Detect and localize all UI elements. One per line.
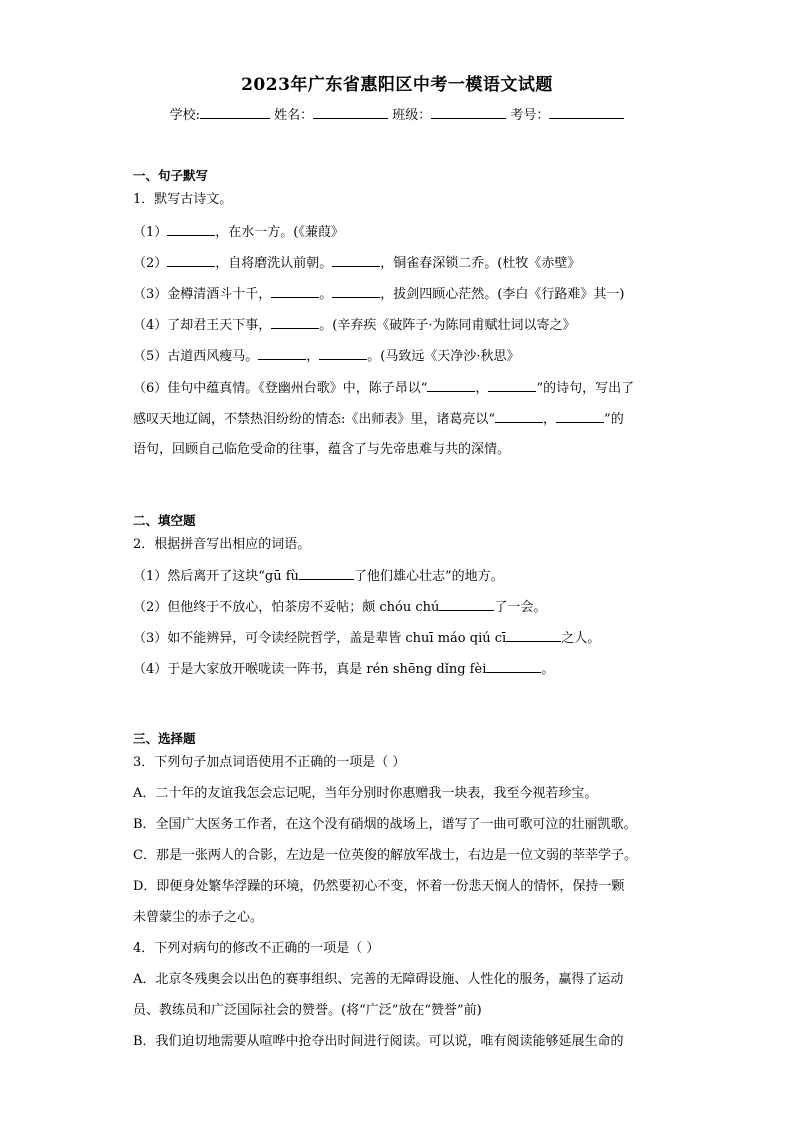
answer-blank[interactable] [332,285,380,298]
item-text: 了他们雄心壮志”的地方。 [353,569,504,584]
question-stem: 1．默写古诗文。 [133,192,233,207]
item-text: （2）但他终于不放心，怕茶房不妥帖；颇 chóu chú [133,600,440,615]
item-text: 之人。 [561,631,601,646]
section-heading: 二、填空题 [133,513,196,528]
item-text: （3）金樽清酒斗十千， [133,287,272,302]
class-label: 班级： [392,108,432,123]
question-item [133,254,580,273]
question-item [133,629,600,648]
item-text: 。(辛弃疾《破阵子·为陈同甫赋壮词以寄之》 [319,318,576,333]
answer-blank[interactable] [332,254,380,267]
question-item [133,598,546,617]
answer-blank[interactable] [271,316,319,329]
item-text: （1）然后离开了这块“gū fù [133,569,299,584]
item-text: ，拔剑四顾心茫然。(李白《行路难》其一) [380,287,625,302]
question-item [133,347,520,366]
item-text: ， [475,381,489,396]
answer-blank[interactable] [556,410,604,423]
answer-blank[interactable] [319,347,367,360]
item-text: 。 [541,662,555,677]
question-item [133,660,554,679]
item-text: ”的 [604,412,624,427]
item-text: 了一会。 [494,600,547,615]
item-text: ，铜雀春深锁二乔。(杜牧《赤壁》 [380,256,581,271]
item-text: （4）了却君王天下事， [133,318,272,333]
exam-no-blank[interactable] [549,105,624,119]
answer-blank[interactable] [167,223,215,236]
answer-blank[interactable] [486,660,541,673]
item-text: ，在水一方。(《蒹葭》 [215,225,344,240]
item-text: ，自将磨洗认前朝。 [215,256,333,271]
school-blank[interactable] [200,105,270,119]
item-text: （3）如不能辨异，可令读经院哲学，盖是辈皆 chuī máo qiú cī [133,631,507,646]
answer-blank[interactable] [495,410,543,423]
page-title: 2023年广东省惠阳区中考一模语文试题 [241,75,553,95]
answer-blank[interactable] [439,598,494,611]
answer-blank[interactable] [167,254,215,267]
school-label: 学校: [169,108,200,123]
option-b[interactable]: B．我们迫切地需要从喧哗中抢夺出时间进行阅读。可以说，唯有阅读能够延展生命的 [133,1034,624,1049]
item-text: （5）古道西风瘦马。 [133,349,259,364]
option-a[interactable]: A．北京冬残奥会以出色的赛事组织、完善的无障碍设施、人性化的服务，赢得了运动 [133,972,624,987]
option-a[interactable]: A．二十年的友谊我怎会忘记呢，当年分别时你惠赠我一块表，我至今视若珍宝。 [133,786,598,801]
item-text: 感叹天地辽阔，不禁热泪纷纷的情态:《出师表》里，诸葛亮以“ [133,412,496,427]
answer-blank[interactable] [488,379,536,392]
answer-blank[interactable] [299,567,354,580]
question-item-cont: 语句，回顾自己临危受命的往事，蕴含了与先帝患难与共的深情。 [133,442,511,457]
item-number: （2） [133,256,168,271]
class-blank[interactable] [431,105,506,119]
item-text: （4）于是大家放开喉咙读一阵书，真是 rén shēng dǐng fèi [133,662,487,677]
option-c[interactable]: C．那是一张两人的合影，左边是一位英俊的解放军战士，右边是一位文弱的莘莘学子。 [133,848,637,863]
answer-blank[interactable] [506,629,561,642]
student-info-row [0,104,794,123]
name-blank[interactable] [313,105,388,119]
option-d[interactable]: D．即便身处繁华浮躁的环境，仍然要初心不变，怀着一份悲天悯人的情怀，保持一颗 [133,879,625,894]
item-text: （6）佳句中蕴真情。《登幽州台歌》中，陈子昂以“ [133,381,428,396]
question-stem: 3．下列句子加点词语使用不正确的一项是（ ） [133,755,406,770]
answer-blank[interactable] [427,379,475,392]
item-text: ， [543,412,557,427]
option-a-cont: 员、教练员和广泛国际社会的赞誉。(将“广泛”放在“赞誉”前) [133,1003,482,1018]
item-number: （1） [133,225,168,240]
question-item [133,285,624,304]
exam-no-label: 考号： [510,108,550,123]
option-d-cont: 未曾蒙尘的赤子之心。 [133,910,264,925]
question-item-cont [133,410,624,429]
section-heading: 一、句子默写 [133,168,209,183]
name-label: 姓名： [274,108,314,123]
question-item [133,567,504,586]
answer-blank[interactable] [271,285,319,298]
question-item [133,379,634,398]
question-item [133,223,344,242]
section-heading: 三、选择题 [133,731,196,746]
item-text: 。 [319,287,333,302]
item-text: ， [306,349,320,364]
option-b[interactable]: B．全国广大医务工作者，在这个没有硝烟的战场上，谱写了一曲可歌可泣的壮丽凯歌。 [133,817,637,832]
item-text: ”的诗句，写出了 [536,381,635,396]
question-stem: 4．下列对病句的修改不正确的一项是（ ） [133,941,380,956]
question-stem: 2．根据拼音写出相应的词语。 [133,537,311,552]
question-item [133,316,576,335]
item-text: 。(马致远《天净沙·秋思》 [367,349,520,364]
answer-blank[interactable] [258,347,306,360]
